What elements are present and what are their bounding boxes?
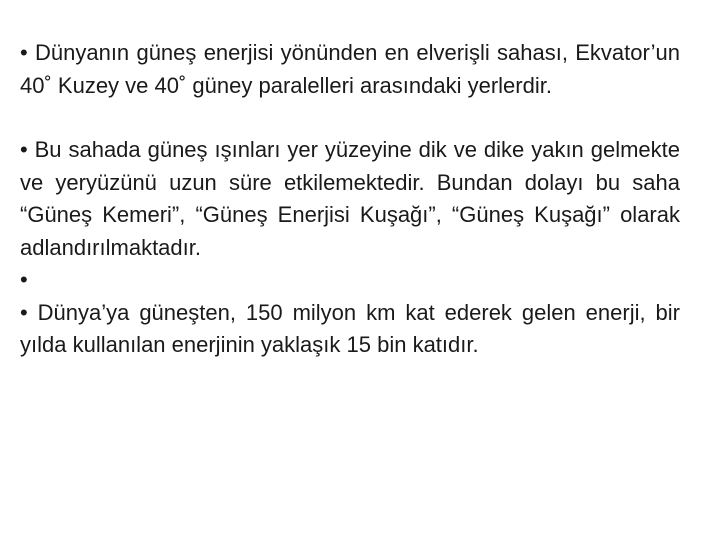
- bullet-paragraph-sun-belt: • Bu sahada güneş ışınları yer yüzeyine dik ve dike yakın gelmekte ve yeryüzünü uzun süre etkilemektedir. Bundan dolayı bu saha “Güneş Kemeri”, “Güneş Enerjisi Kuşağı”, “Güneş Kuşağı” olarak adlandırılmaktadır.: [20, 137, 680, 260]
- bullet-paragraph-solar-area: • Dünyanın güneş enerjisi yönünden en elverişli sahası, Ekvator’un 40˚ Kuzey ve 40˚ güney paralelleri arasındaki yerlerdir.: [20, 40, 680, 98]
- bullet-empty: •: [20, 267, 28, 292]
- slide-body-text: [20, 37, 680, 362]
- paragraph-spacer: [20, 102, 680, 134]
- bullet-paragraph-solar-energy-amount: • Dünya’ya güneşten, 150 milyon km kat ederek gelen enerji, bir yılda kullanılan enerjinin yaklaşık 15 bin katıdır.: [20, 299, 680, 357]
